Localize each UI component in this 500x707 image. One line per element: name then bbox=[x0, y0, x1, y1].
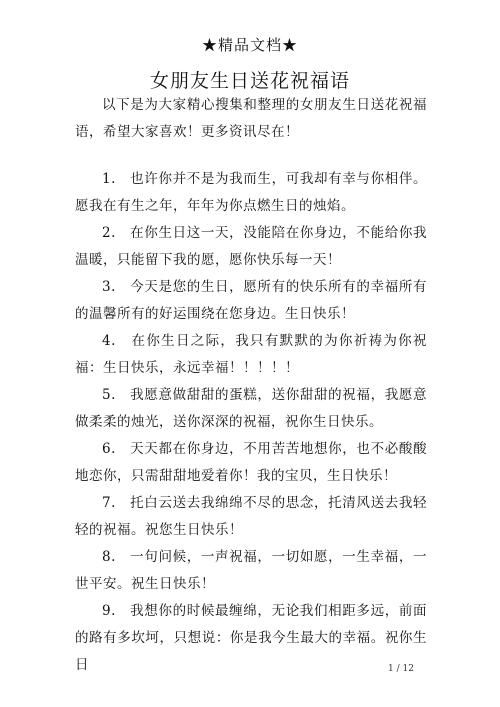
list-item: 1. 也许你并不是为我而生，可我却有幸与你相伴。愿我在有生之年，年年为你点燃生日的烛焰。 bbox=[75, 171, 427, 214]
list-item: 5. 我愿意做甜甜的蛋糕，送你甜甜的祝福，我愿意做柔柔的烛光，送你深深的祝福，祝你生日快乐。 bbox=[75, 387, 427, 430]
list-item: 7. 托白云送去我绵绵不尽的思念，托清风送去我轻轻的祝福。祝您生日快乐！ bbox=[75, 495, 427, 538]
list-item: 6. 天天都在你身边，不用苦苦地想你，也不必酸酸地恋你，只需甜甜地爱着你！我的宝贝，生日快乐！ bbox=[75, 441, 427, 484]
intro-paragraph: 以下是为大家精心搜集和整理的女朋友生日送花祝福语，希望大家喜欢！更多资讯尽在！ bbox=[75, 97, 427, 140]
list-item: 2. 在你生日这一天，没能陪在你身边，不能给你我温暖，只能留下我的愿，愿你快乐每一天！ bbox=[75, 225, 427, 268]
list-item: 3. 今天是您的生日，愿所有的快乐所有的幸福所有的温馨所有的好运围绕在您身边。生日快乐！ bbox=[75, 279, 427, 322]
blessing-list bbox=[75, 166, 427, 679]
page-number: 1 / 12 bbox=[388, 664, 414, 674]
list-item: 4. 在你生日之际，我只有默默的为你祈祷为你祝福：生日快乐，永远幸福！！！！！ bbox=[75, 333, 427, 376]
list-item: 8. 一句问候，一声祝福，一切如愿，一生幸福，一世平安。祝生日快乐！ bbox=[75, 549, 427, 592]
list-item: 9. 我想你的时候最缠绵，无论我们相距多远，前面的路有多坎坷，只想说：你是我今生最大的幸福。祝你生日 bbox=[75, 603, 427, 673]
document-title: 女朋友生日送花祝福语 bbox=[149, 70, 350, 92]
page-header: ★精品文档★ bbox=[201, 36, 298, 54]
